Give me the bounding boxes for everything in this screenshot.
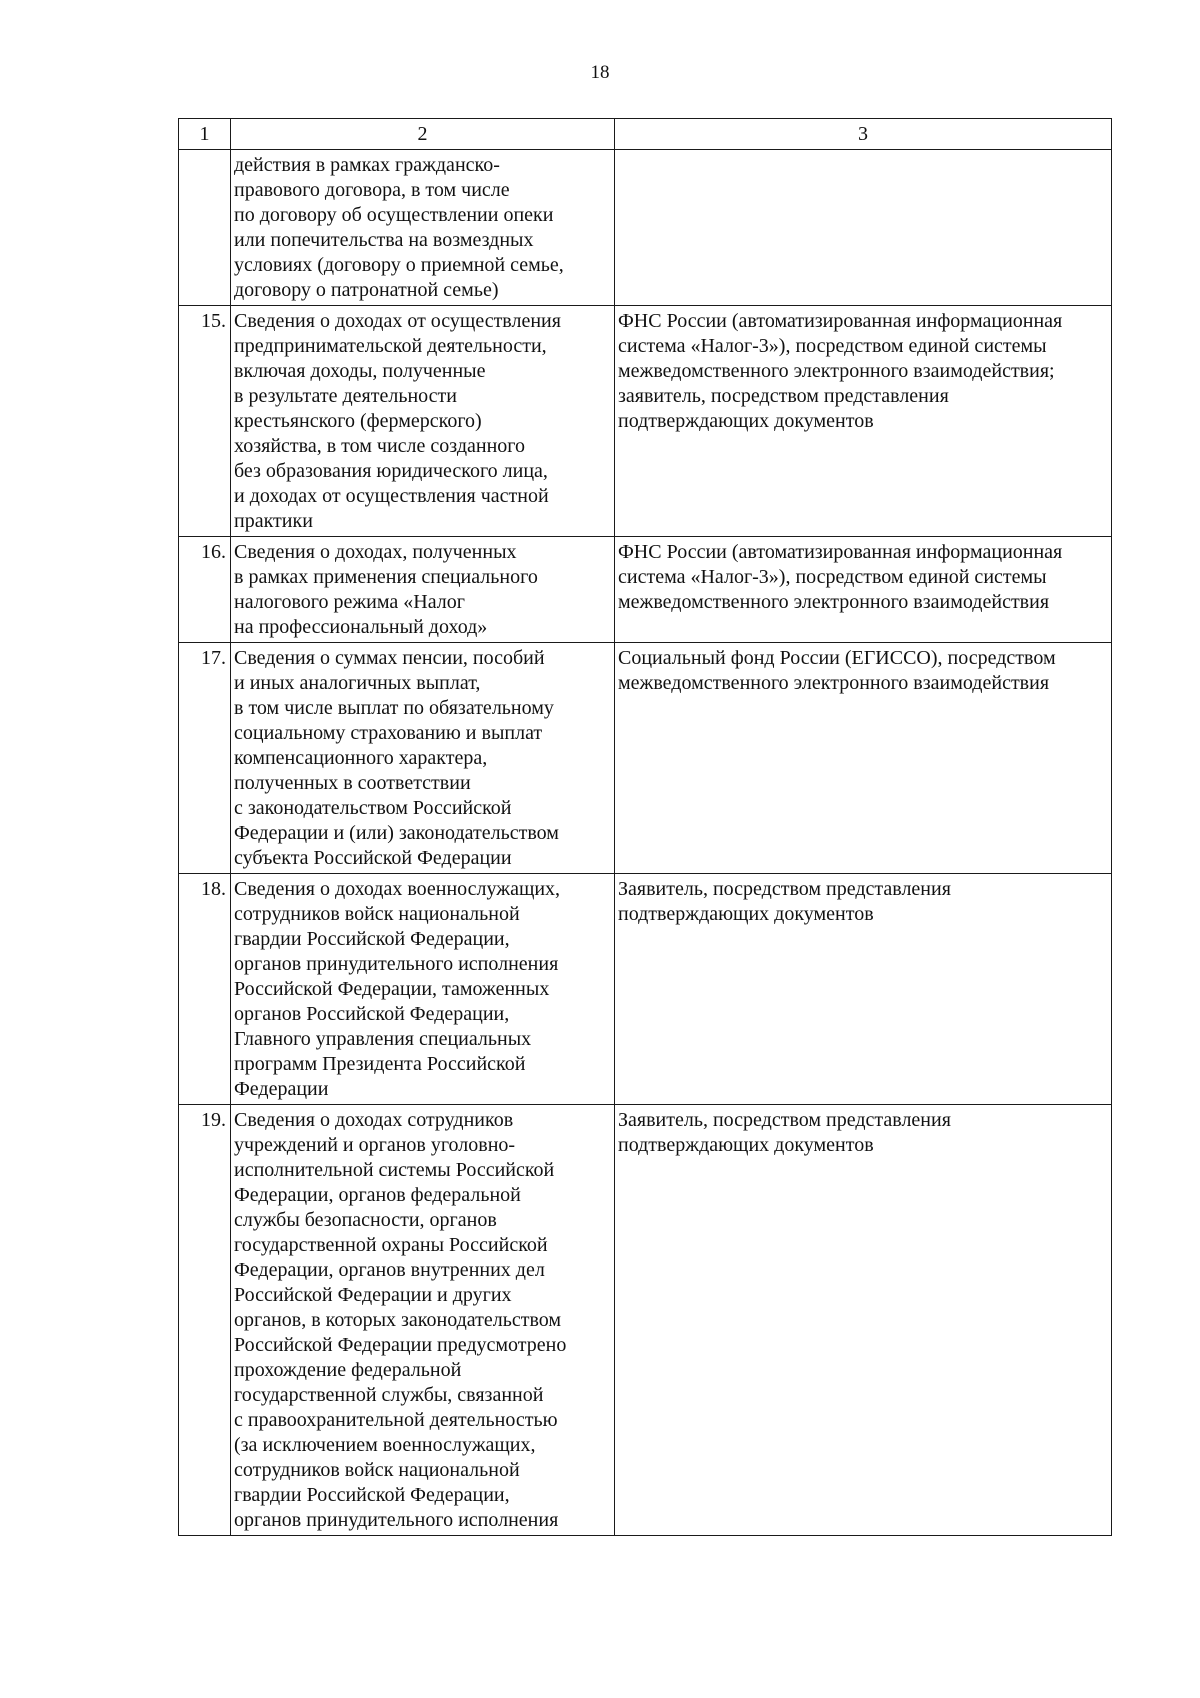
- row-number: 16.: [179, 537, 231, 643]
- table-row: [179, 643, 1112, 874]
- row-number: 15.: [179, 306, 231, 537]
- description-line: гвардии Российской Федерации,: [234, 928, 510, 950]
- description-line: практики: [234, 510, 313, 532]
- description-line: сотрудников войск национальной: [234, 1459, 520, 1481]
- description-line: субъекта Российской Федерации: [234, 847, 512, 869]
- row-number: [179, 150, 231, 306]
- source-line: подтверждающих документов: [618, 1134, 874, 1156]
- data-source-cell: [615, 643, 1112, 874]
- description-line: исполнительной системы Российской: [234, 1159, 555, 1181]
- description-line: (за исключением военнослужащих,: [234, 1434, 536, 1456]
- data-source-cell: [615, 306, 1112, 537]
- source-line: ФНС России (автоматизированная информационная: [618, 310, 1063, 332]
- description-line: в том числе выплат по обязательному: [234, 697, 554, 719]
- description-line: без образования юридического лица,: [234, 460, 548, 482]
- description-line: Федерации и (или) законодательством: [234, 822, 559, 844]
- description-line: Сведения о суммах пенсии, пособий: [234, 647, 545, 669]
- description-line: сотрудников войск национальной: [234, 903, 520, 925]
- description-line: Сведения о доходах сотрудников: [234, 1109, 514, 1131]
- source-line: подтверждающих документов: [618, 410, 874, 432]
- table-row: [179, 874, 1112, 1105]
- description-line: или попечительства на возмездных: [234, 229, 534, 251]
- income-description-cell: [231, 1105, 615, 1536]
- description-line: Сведения о доходах от осуществления: [234, 310, 561, 332]
- source-line: межведомственного электронного взаимодействия: [618, 672, 1050, 694]
- description-line: по договору об осуществлении опеки: [234, 204, 554, 226]
- description-line: Российской Федерации предусмотрено: [234, 1334, 567, 1356]
- income-description-cell: [231, 643, 615, 874]
- description-line: действия в рамках гражданско-: [234, 154, 500, 176]
- source-line: Заявитель, посредством представления: [618, 878, 951, 900]
- description-line: условиях (договору о приемной семье,: [234, 254, 564, 276]
- row-number: 17.: [179, 643, 231, 874]
- data-source-cell: [615, 874, 1112, 1105]
- description-line: включая доходы, полученные: [234, 360, 486, 382]
- description-line: полученных в соответствии: [234, 772, 471, 794]
- row-number: 19.: [179, 1105, 231, 1536]
- description-line: налогового режима «Налог: [234, 591, 465, 613]
- income-description-cell: [231, 306, 615, 537]
- source-line: межведомственного электронного взаимодействия: [618, 591, 1050, 613]
- description-line: программ Президента Российской: [234, 1053, 526, 1075]
- source-line: система «Налог-3»), посредством единой системы: [618, 335, 1047, 357]
- description-line: прохождение федеральной: [234, 1359, 462, 1381]
- description-line: органов принудительного исполнения: [234, 1509, 559, 1531]
- description-line: в результате деятельности: [234, 385, 457, 407]
- description-line: Российской Федерации и других: [234, 1284, 512, 1306]
- description-line: учреждений и органов уголовно-: [234, 1134, 516, 1156]
- source-line: подтверждающих документов: [618, 903, 874, 925]
- description-line: органов Российской Федерации,: [234, 1003, 510, 1025]
- description-line: крестьянского (фермерского): [234, 410, 482, 432]
- column-header-2: 2: [231, 119, 615, 150]
- table-row: [179, 537, 1112, 643]
- source-line: система «Налог-3»), посредством единой системы: [618, 566, 1047, 588]
- data-source-cell: [615, 150, 1112, 306]
- column-header-3: 3: [615, 119, 1112, 150]
- description-line: Российской Федерации, таможенных: [234, 978, 550, 1000]
- data-source-cell: [615, 1105, 1112, 1536]
- table-row: [179, 150, 1112, 306]
- source-line: межведомственного электронного взаимодействия;: [618, 360, 1055, 382]
- row-number: 18.: [179, 874, 231, 1105]
- table-header-row: [179, 119, 1112, 150]
- description-line: Федерации, органов федеральной: [234, 1184, 521, 1206]
- description-line: Сведения о доходах, полученных: [234, 541, 517, 563]
- source-line: Заявитель, посредством представления: [618, 1109, 951, 1131]
- data-source-cell: [615, 537, 1112, 643]
- description-line: государственной охраны Российской: [234, 1234, 548, 1256]
- description-line: и иных аналогичных выплат,: [234, 672, 481, 694]
- description-line: гвардии Российской Федерации,: [234, 1484, 510, 1506]
- description-line: органов, в которых законодательством: [234, 1309, 562, 1331]
- source-line: ФНС России (автоматизированная информационная: [618, 541, 1063, 563]
- description-line: Федерации: [234, 1078, 329, 1100]
- description-line: Главного управления специальных: [234, 1028, 532, 1050]
- description-line: службы безопасности, органов: [234, 1209, 497, 1231]
- description-line: и доходах от осуществления частной: [234, 485, 549, 507]
- income-sources-table: [178, 118, 1112, 1536]
- description-line: хозяйства, в том числе созданного: [234, 435, 525, 457]
- description-line: с законодательством Российской: [234, 797, 512, 819]
- description-line: государственной службы, связанной: [234, 1384, 544, 1406]
- income-description-cell: [231, 537, 615, 643]
- description-line: с правоохранительной деятельностью: [234, 1409, 558, 1431]
- page-number: 18: [590, 62, 610, 83]
- description-line: Федерации, органов внутренних дел: [234, 1259, 545, 1281]
- description-line: договору о патронатной семье): [234, 279, 499, 301]
- source-line: Социальный фонд России (ЕГИССО), посредством: [618, 647, 1056, 669]
- income-description-cell: [231, 874, 615, 1105]
- description-line: правового договора, в том числе: [234, 179, 510, 201]
- source-line: заявитель, посредством представления: [618, 385, 949, 407]
- income-description-cell: [231, 150, 615, 306]
- description-line: предпринимательской деятельности,: [234, 335, 547, 357]
- description-line: в рамках применения специального: [234, 566, 538, 588]
- description-line: социальному страхованию и выплат: [234, 722, 543, 744]
- description-line: Сведения о доходах военнослужащих,: [234, 878, 561, 900]
- description-line: компенсационного характера,: [234, 747, 488, 769]
- column-header-1: 1: [179, 119, 231, 150]
- table-row: [179, 1105, 1112, 1536]
- description-line: на профессиональный доход»: [234, 616, 488, 638]
- table-row: [179, 306, 1112, 537]
- description-line: органов принудительного исполнения: [234, 953, 559, 975]
